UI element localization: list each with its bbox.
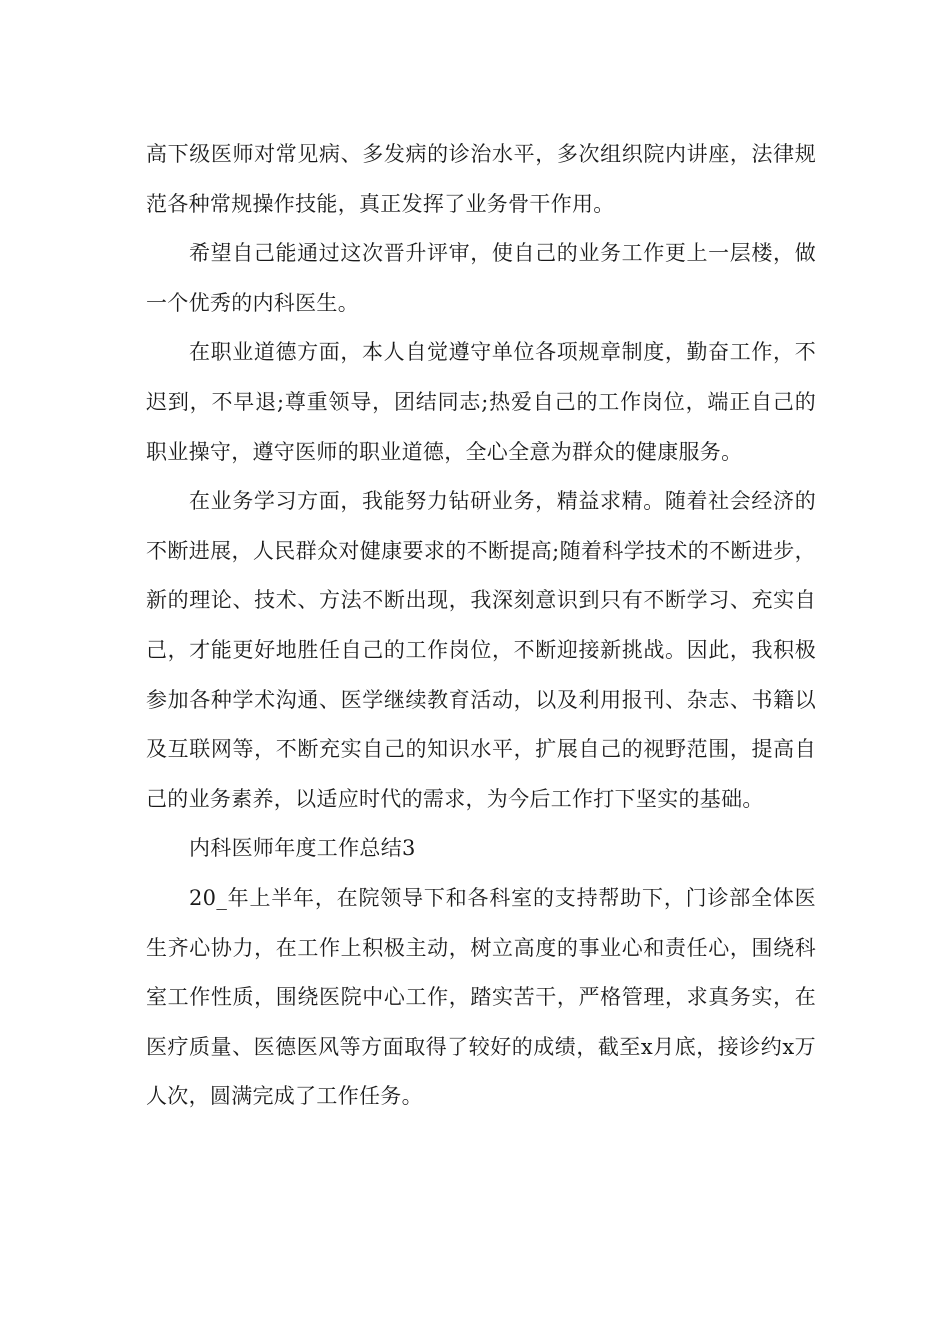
document-body [146, 130, 816, 1122]
paragraph-promotion-hope: 希望自己能通过这次晋升评审，使自己的业务工作更上一层楼，做一个优秀的内科医生。 [146, 241, 816, 315]
paragraph-professional-study: 在业务学习方面，我能努力钻研业务，精益求精。随着社会经济的不断进展，人民群众对健康要求的不断提高;随着科学技术的不断进步，新的理论、技术、方法不断出现，我深刻意识到只有不断学习、充实自己，才能更好地胜任自己的工作岗位，不断迎接新挑战。因此，我积极参加各种学术沟通、医学继续教育活动，以及利用报刊、杂志、书籍以及互联网等，不断充实自己的知识水平，扩展自己的视野范围，提高自己的业务素养，以适应时代的需求，为今后工作打下坚实的基础。 [146, 489, 816, 811]
section-heading: 内科医师年度工作总结3 [189, 836, 416, 861]
paragraph-professional-ethics: 在职业道德方面，本人自觉遵守单位各项规章制度，勤奋工作，不迟到，不早退;尊重领导，团结同志;热爱自己的工作岗位，端正自己的职业操守，遵守医师的职业道德，全心全意为群众的健康服务。 [146, 340, 816, 464]
paragraph-half-year-summary: 20_年上半年，在院领导下和各科室的支持帮助下，门诊部全体医生齐心协力，在工作上积极主动，树立高度的事业心和责任心，围绕科室工作性质，围绕医院中心工作，踏实苦干，严格管理，求真务实，在医疗质量、医德医风等方面取得了较好的成绩，截至x月底，接诊约x万人次，圆满完成了工作任务。 [146, 885, 816, 1109]
paragraph-continuation: 高下级医师对常见病、多发病的诊治水平，多次组织院内讲座，法律规范各种常规操作技能，真正发挥了业务骨干作用。 [146, 142, 816, 216]
